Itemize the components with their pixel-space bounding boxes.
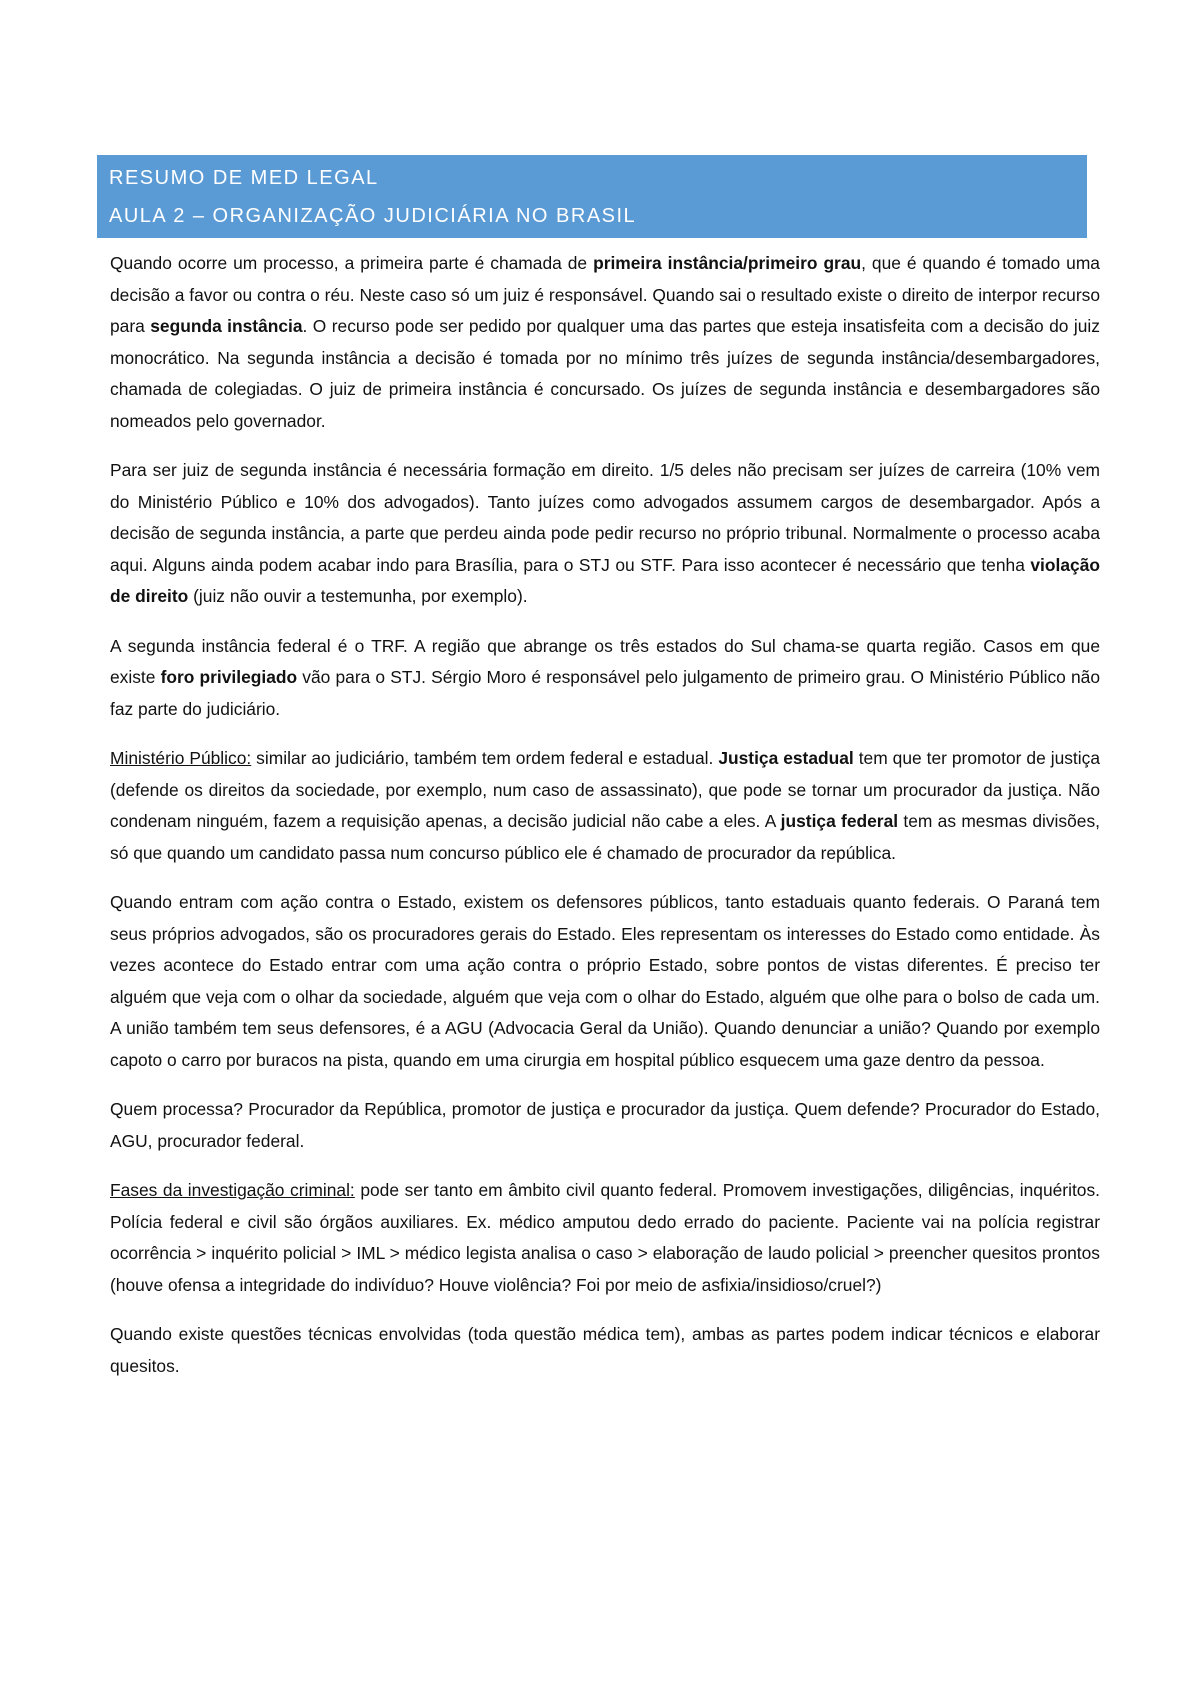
text-run: vão para o STJ. Sérgio Moro é responsável pelo julgamento de primeiro grau. O Ministério Público não faz parte do judiciário.: [110, 667, 1100, 719]
underlined-heading: Fases da investigação criminal:: [110, 1180, 355, 1200]
paragraph-3: [110, 631, 1100, 726]
bold-term: primeira instância/primeiro grau: [593, 253, 862, 273]
bold-term: Justiça estadual: [718, 748, 854, 768]
text-run: (juiz não ouvir a testemunha, por exemplo).: [188, 586, 528, 606]
bold-term: segunda instância: [150, 316, 303, 336]
paragraph-6: [110, 1094, 1100, 1157]
text-run: Quando existe questões técnicas envolvidas (toda questão médica tem), ambas as partes podem indicar técnicos e elaborar quesitos.: [110, 1324, 1100, 1376]
text-run: . O recurso pode ser pedido por qualquer uma das partes que esteja insatisfeita com a decisão do juiz monocrático. Na segunda instância a decisão é tomada por no mínimo três juízes de segunda instância/desembargadores, chamada de colegiadas. O juiz de primeira instância é concursado. Os juízes de segunda instância e desembargadores são nomeados pelo governador.: [110, 316, 1100, 431]
lesson-title: AULA 2 – ORGANIZAÇÃO JUDICIÁRIA NO BRASIL: [109, 205, 637, 227]
title-banner: [97, 155, 1087, 238]
paragraph-8: [110, 1319, 1100, 1382]
paragraph-7: [110, 1175, 1100, 1301]
paragraph-1: [110, 248, 1100, 437]
bold-term: justiça federal: [780, 811, 899, 831]
text-run: A segunda instância federal é o TRF. A região que abrange os três estados do Sul chama-se quarta região. Casos em que existe: [110, 635, 1100, 687]
text-run: Quem processa? Procurador da República, promotor de justiça e procurador da justiça. Quem defende? Procurador do Estado, AGU, procurador federal.: [110, 1099, 1100, 1151]
text-run: tem que ter promotor de justiça (defende os direitos da sociedade, por exemplo, num caso de assassinato), que pode se tornar um procurador da justiça. Não condenam ninguém, fazem a requisição apenas, a decisão judicial não cabe a eles. A: [110, 748, 1100, 831]
text-run: similar ao judiciário, também tem ordem federal e estadual.: [251, 748, 719, 768]
bold-term: violação de direito: [110, 554, 1100, 606]
paragraph-5: [110, 887, 1100, 1076]
paragraph-2: [110, 455, 1100, 613]
bold-term: foro privilegiado: [160, 667, 298, 687]
document-body: [110, 248, 1100, 1400]
paragraph-4: [110, 743, 1100, 869]
document-title: RESUMO DE MED LEGAL: [109, 167, 379, 189]
text-run: Quando ocorre um processo, a primeira parte é chamada de: [110, 253, 594, 273]
text-run: Quando entram com ação contra o Estado, existem os defensores públicos, tanto estaduais quanto federais. O Paraná tem seus próprios advogados, são os procuradores gerais do Estado. Eles representam os interesses do Estado como entidade. Às vezes acontece do Estado entrar com uma ação contra o próprio Estado, sobre pontos de vistas diferentes. É preciso ter alguém que veja com o olhar da sociedade, alguém que veja com o olhar do Estado, alguém que olhe para o bolso de cada um. A união também tem seus defensores, é a AGU (Advocacia Geral da União). Quando denunciar a união? Quando por exemplo capoto o carro por buracos na pista, quando em uma cirurgia em hospital público esquecem uma gaze dentro da pessoa.: [110, 892, 1100, 1070]
text-run: pode ser tanto em âmbito civil quanto federal. Promovem investigações, diligências, inquéritos. Polícia federal e civil são órgãos auxiliares. Ex. médico amputou dedo errado do paciente. Paciente vai na polícia registrar ocorrência > inquérito policial > IML > médico legista analisa o caso > elaboração de laudo policial > preencher quesitos prontos (houve ofensa a integridade do indivíduo? Houve violência? Foi por meio de asfixia/insidioso/cruel?): [110, 1180, 1100, 1295]
text-run: Para ser juiz de segunda instância é necessária formação em direito. 1/5 deles não precisam ser juízes de carreira (10% vem do Ministério Público e 10% dos advogados). Tanto juízes como advogados assumem cargos de desembargador. Após a decisão de segunda instância, a parte que perdeu ainda pode pedir recurso no próprio tribunal. Normalmente o processo acaba aqui. Alguns ainda podem acabar indo para Brasília, para o STJ ou STF. Para isso acontecer é necessário que tenha: [110, 460, 1100, 575]
text-run: , que é quando é tomado uma decisão a favor ou contra o réu. Neste caso só um juiz é responsável. Quando sai o resultado existe o direito de interpor recurso para: [110, 253, 1100, 336]
underlined-heading: Ministério Público:: [110, 748, 252, 768]
text-run: tem as mesmas divisões, só que quando um candidato passa num concurso público ele é chamado de procurador da república.: [110, 811, 1100, 863]
